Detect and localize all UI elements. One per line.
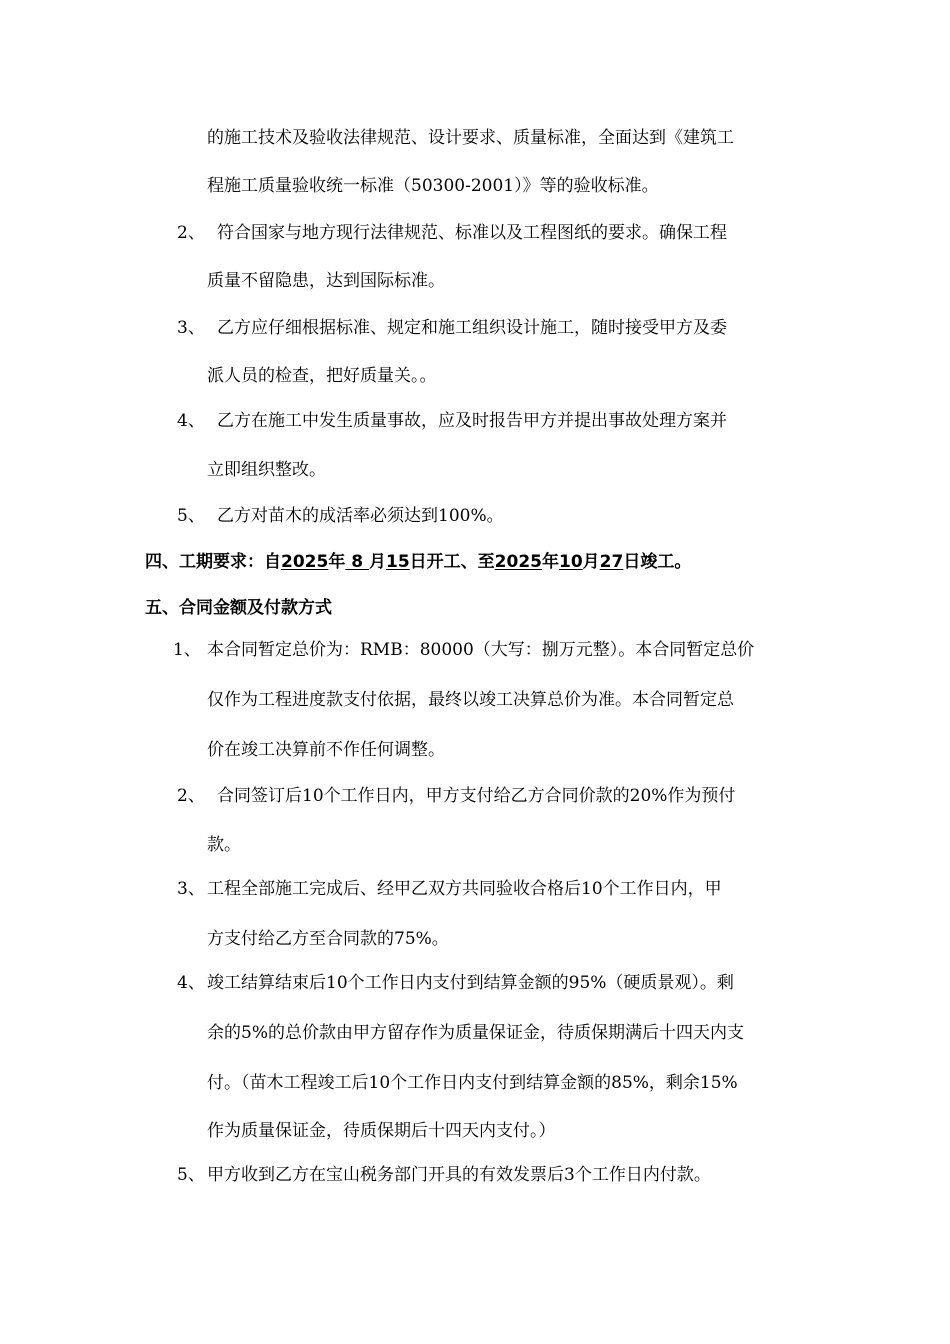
- s5-item-1-line-2: 仅作为工程进度款支付依据，最终以竣工决算总价为准。本合同暂定总: [207, 690, 734, 710]
- s5-item-4-line-1: 竣工结算结束后10个工作日内支付到结算金额的95%（硬质景观）。剩: [207, 973, 734, 993]
- s3-item-2-num: 2、: [177, 223, 205, 243]
- s4-schedule-heading: [145, 552, 691, 572]
- s5-item-4-line-4: 作为质量保证金，待质保期后十四天内支付。）: [207, 1121, 556, 1141]
- s5-item-3-line-2: 方支付给乙方至合同款的75%。: [207, 929, 449, 949]
- s5-item-4-line-2: 余的5%的总价款由甲方留存作为质量保证金，待质保期满后十四天内支: [207, 1023, 744, 1043]
- s5-item-2-line-2: 款。: [207, 835, 241, 855]
- s3-item-4-line-2: 立即组织整改。: [207, 460, 326, 480]
- s5-item-4-line-3: 付。（苗木工程竣工后10个工作日内支付到结算金额的85%，剩余15%: [207, 1073, 738, 1093]
- s4-year-char-1: 年: [328, 552, 346, 572]
- s4-start-day: 15: [386, 552, 410, 572]
- s3-item-3-line-1: 乙方应仔细根据标准、规定和施工组织设计施工，随时接受甲方及委: [217, 318, 727, 338]
- s3-cont-line-1: 的施工技术及验收法律规范、设计要求、质量标准，全面达到《建筑工: [207, 128, 734, 148]
- s4-month-char-2: 月: [582, 552, 600, 572]
- s4-start-year: 2025: [281, 552, 329, 572]
- s3-item-3-line-2: 派人员的检查，把好质量关。。: [207, 366, 437, 386]
- s4-year-char-2: 年: [542, 552, 559, 572]
- s3-item-3-num: 3、: [177, 318, 205, 338]
- s4-prefix: 四、工期要求：自: [145, 552, 281, 572]
- s4-mid-text: 日开工、至: [409, 552, 495, 572]
- s3-cont-line-2: 程施工质量验收统一标准（50300-2001）》等的验收标准。: [207, 176, 659, 196]
- s5-item-1-num: 1、: [173, 640, 201, 660]
- s4-month-char-1: 月: [369, 552, 386, 572]
- s5-item-1-line-1: 本合同暂定总价为：RMB：80000（大写：捌万元整）。本合同暂定总价: [207, 640, 755, 660]
- s4-end-year: 2025: [494, 552, 542, 572]
- s5-item-2-num: 2、: [177, 786, 205, 806]
- s5-item-1-line-3: 价在竣工决算前不作任何调整。: [207, 740, 445, 760]
- s3-item-2-line-1: 符合国家与地方现行法律规范、标准以及工程图纸的要求。确保工程: [217, 223, 727, 243]
- s5-item-3-num: 3、: [177, 879, 205, 899]
- s4-start-month: 8: [345, 552, 369, 572]
- s3-item-5-line-1: 乙方对苗木的成活率必须达到100%。: [217, 506, 504, 526]
- s3-item-2-line-2: 质量不留隐患，达到国际标准。: [207, 271, 445, 291]
- s5-item-5-num: 5、: [177, 1165, 205, 1185]
- s3-item-4-line-1: 乙方在施工中发生质量事故，应及时报告甲方并提出事故处理方案并: [217, 411, 727, 431]
- s4-end-month: 10: [559, 552, 583, 572]
- s3-item-4-num: 4、: [177, 411, 205, 431]
- s4-end-day: 27: [599, 552, 624, 572]
- s5-heading: 五、合同金额及付款方式: [145, 598, 332, 618]
- s5-item-3-line-1: 工程全部施工完成后、经甲乙双方共同验收合格后10个工作日内，甲: [207, 879, 722, 899]
- s5-item-2-line-1: 合同签订后10个工作日内，甲方支付给乙方合同价款的20%作为预付: [217, 786, 736, 806]
- s3-item-5-num: 5、: [177, 506, 205, 526]
- s5-item-4-num: 4、: [177, 973, 205, 993]
- s5-item-5-line-1: 甲方收到乙方在宝山税务部门开具的有效发票后3个工作日内付款。: [207, 1165, 711, 1185]
- s4-end-text: 日竣工。: [623, 552, 692, 572]
